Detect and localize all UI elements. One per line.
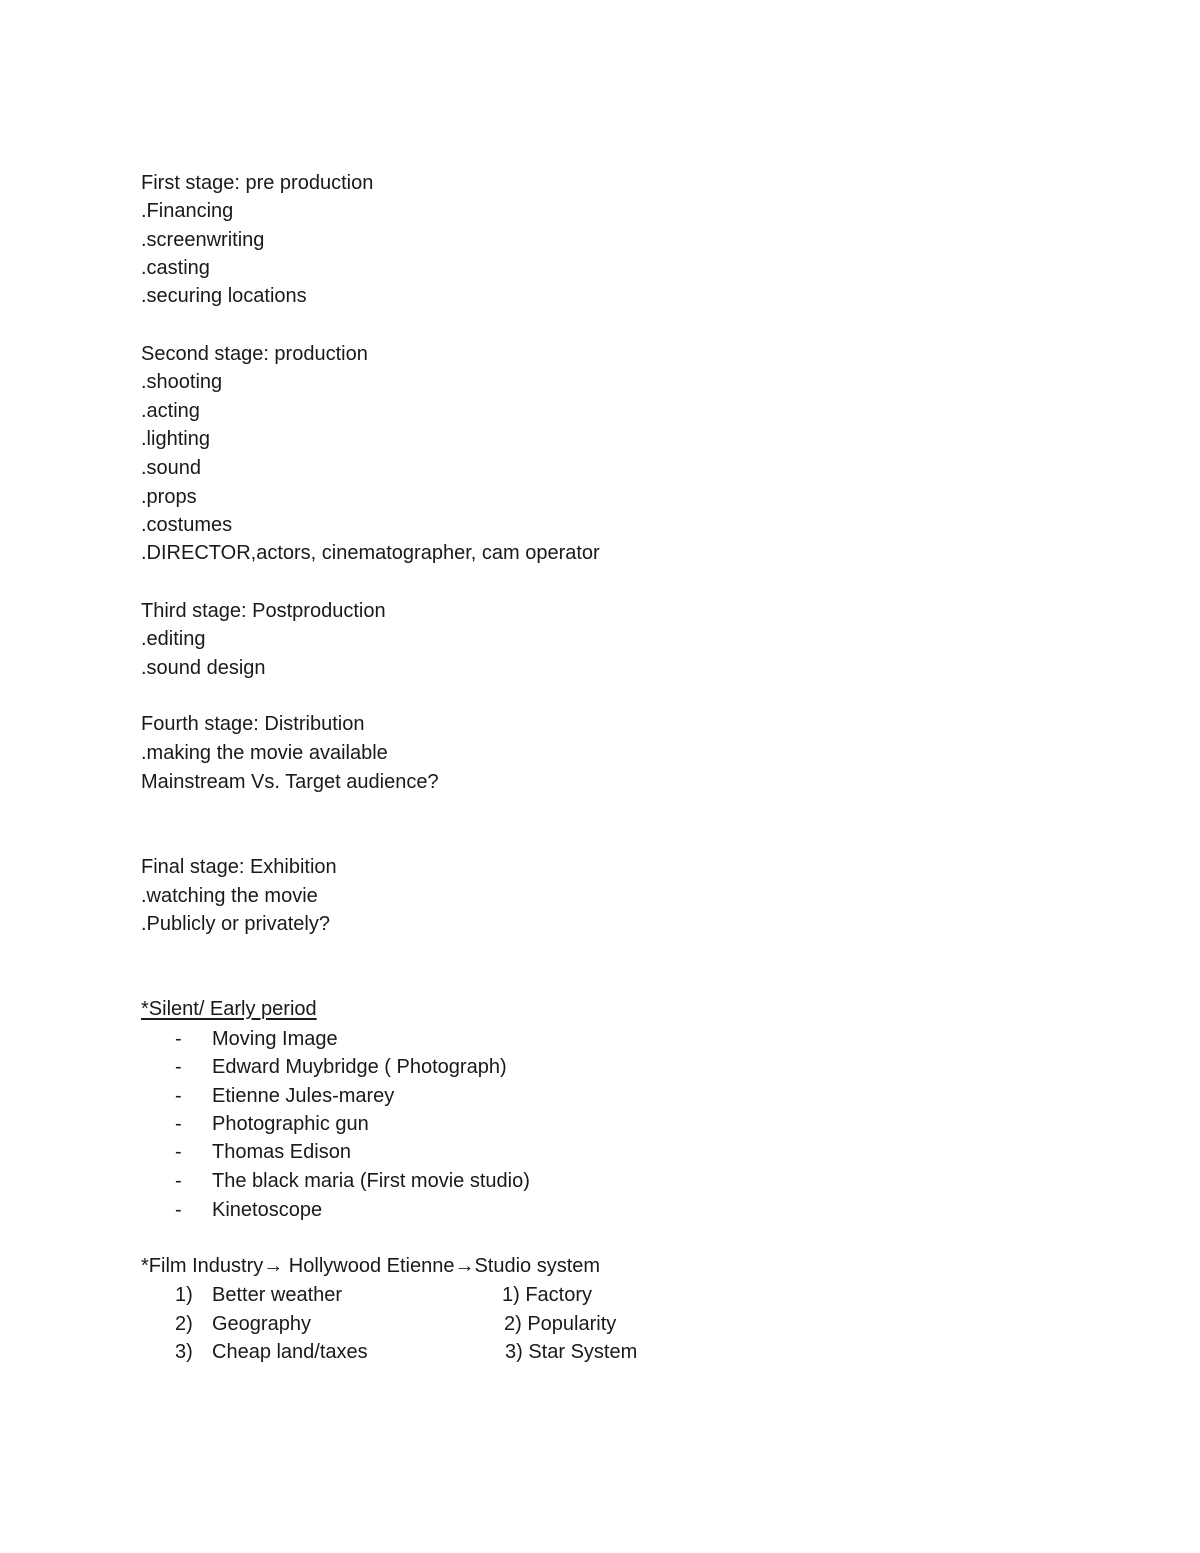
stage-5-title: Final stage: Exhibition [141,856,337,878]
studio-system-item: 2) Popularity [504,1313,617,1335]
dash-bullet: - [175,1170,182,1192]
stage-1-item: .screenwriting [141,229,265,251]
silent-list-item: Moving Image [212,1028,338,1050]
numbered-marker: 3) [175,1341,193,1363]
stage-3-item: .editing [141,628,206,650]
hollywood-reason: Cheap land/taxes [212,1341,368,1363]
stage-2-item: .shooting [141,371,223,393]
stage-4-item: .making the movie available [141,742,388,764]
hollywood-reason: Better weather [212,1284,343,1306]
stage-5-item: .watching the movie [141,885,318,907]
stage-2-item: .costumes [141,514,233,536]
stage-4-title: Fourth stage: Distribution [141,713,365,735]
dash-bullet: - [175,1056,182,1078]
stage-2-item: .lighting [141,428,210,450]
stage-2-item: .sound [141,457,202,479]
stage-2-title: Second stage: production [141,343,368,365]
silent-list-item: Edward Muybridge ( Photograph) [212,1056,507,1078]
silent-list-item: Thomas Edison [212,1141,351,1163]
silent-list-item: Etienne Jules-marey [212,1085,395,1107]
stage-5-item: .Publicly or privately? [141,913,330,935]
stage-3-item: .sound design [141,657,266,679]
studio-system-item: 1) Factory [502,1284,593,1306]
stage-2-item: .acting [141,400,200,422]
stage-1-item: .casting [141,257,210,279]
silent-list-item: The black maria (First movie studio) [212,1170,530,1192]
stage-2-item: .props [141,486,197,508]
silent-list-item: Photographic gun [212,1113,369,1135]
stage-2-item: .DIRECTOR,actors, cinematographer, cam operator [141,542,600,564]
dash-bullet: - [175,1085,182,1107]
silent-period-heading: *Silent/ Early period [141,998,317,1020]
stage-1-item: .Financing [141,200,234,222]
stage-3-title: Third stage: Postproduction [141,600,386,622]
numbered-marker: 2) [175,1313,193,1335]
dash-bullet: - [175,1113,182,1135]
dash-bullet: - [175,1028,182,1050]
studio-system-item: 3) Star System [505,1341,638,1363]
stage-1-title: First stage: pre production [141,172,374,194]
numbered-marker: 1) [175,1284,193,1306]
stage-4-item: Mainstream Vs. Target audience? [141,771,439,793]
dash-bullet: - [175,1199,182,1221]
silent-list-item: Kinetoscope [212,1199,323,1221]
dash-bullet: - [175,1141,182,1163]
film-industry-heading: *Film Industry→ Hollywood Etienne→Studio system [141,1255,601,1277]
hollywood-reason: Geography [212,1313,311,1335]
stage-1-item: .securing locations [141,285,307,307]
